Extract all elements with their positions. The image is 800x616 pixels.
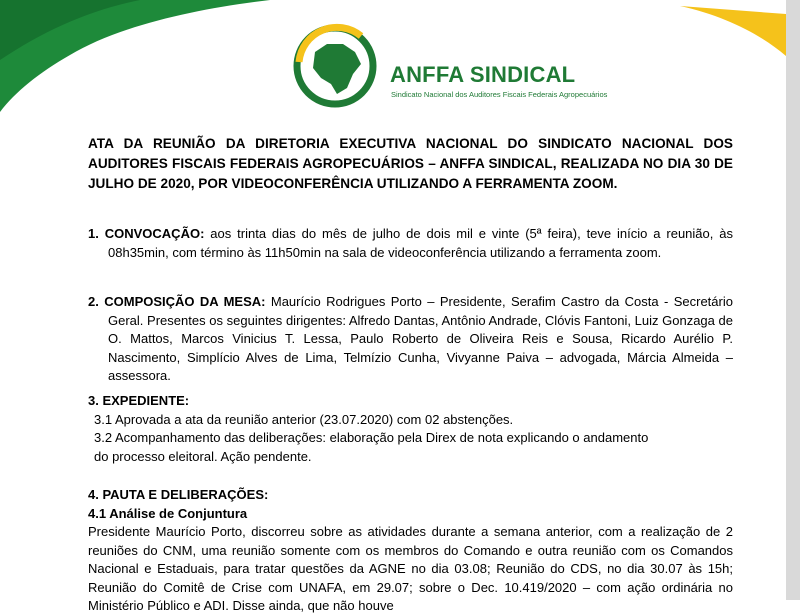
- composicao-paragraph: [88, 293, 733, 386]
- convocacao-paragraph: [88, 225, 733, 262]
- logo-tagline: Sindicato Nacional dos Auditores Fiscais Federais Agropecuários: [391, 90, 608, 99]
- section-composicao: [88, 293, 733, 386]
- expediente-item-1: 3.1 Aprovada a ata da reunião anterior (23.07.2020) com 02 abstenções.: [94, 411, 514, 427]
- composicao-label: COMPOSIÇÃO DA MESA:: [104, 294, 266, 309]
- convocacao-text: aos trinta dias do mês de julho de dois mil e vinte (5ª feira), teve início a reunião, às 08h35min, com término às 11h50min na sala de videoconferência utilizando a ferramenta zoom.: [108, 226, 733, 260]
- pauta-subheading: 4.1 Análise de Conjuntura: [88, 505, 248, 521]
- pauta-paragraph: Presidente Maurício Porto, discorreu sobre as atividades durante a semana anterior, com a realização de 2 reuniões do CNM, uma reunião somente com os membros do Comando e outra reunião com os Comandos Nacional e Estaduais, para tratar questões da AGNE no dia 03.08; Reunião do CDS, no dia 30.07 às 15h; Reunião do Comitê de Crise com UNAFA, em 29.07; sobre o Dec. 10.419/2020 – com ação ordinária no Ministério Público e ADI. Disse ainda, que não houve: [88, 524, 733, 613]
- expediente-item-2: 3.2 Acompanhamento das deliberações: elaboração pela Direx de nota explicando o andamento: [94, 430, 649, 445]
- brazil-map-emblem-icon: [291, 22, 379, 110]
- composicao-number: 2.: [88, 294, 99, 309]
- composicao-text: Maurício Rodrigues Porto – Presidente, Serafim Castro da Costa - Secretário Geral. Presentes os seguintes dirigentes: Alfredo Dantas, Antônio Andrade, Clóvis Fantoni, Luiz Gonzaga de O. Mattos, Marcos Vinicius T. Lessa, Paulo Roberto de Oliveira Reis e Sousa, Ricardo Aurélio P. Nascimento, Simplício Alves de Lima, Telmízio Cunha, Vivyanne Paiva – advogada, Márcia Almeida – assessora.: [108, 294, 733, 383]
- green-corner-decoration: [0, 0, 270, 120]
- expediente-heading: 3. EXPEDIENTE:: [88, 393, 190, 408]
- section-convocacao: [88, 225, 733, 262]
- page-edge: [786, 0, 800, 600]
- logo-name: ANFFA SINDICAL: [390, 62, 576, 87]
- convocacao-label: CONVOCAÇÃO:: [104, 226, 205, 241]
- document-title: ATA DA REUNIÃO DA DIRETORIA EXECUTIVA NACIONAL DO SINDICATO NACIONAL DOS AUDITORES FISCAIS FEDERAIS AGROPECUÁRIOS – ANFFA SINDICAL, REALIZADA NO DIA 30 DE JULHO DE 2020, POR VIDEOCONFERÊNCIA UTILIZANDO A FERRAMENTA ZOOM.: [88, 136, 733, 191]
- pauta-heading: 4. PAUTA E DELIBERAÇÕES:: [88, 487, 269, 502]
- expediente-item-2-continuation: do processo eleitoral. Ação pendente.: [94, 448, 312, 464]
- anffa-logo: [291, 22, 608, 110]
- section-pauta: [88, 486, 733, 616]
- convocacao-number: 1.: [88, 226, 99, 241]
- yellow-corner-decoration: [680, 0, 786, 56]
- section-expediente: [88, 392, 733, 466]
